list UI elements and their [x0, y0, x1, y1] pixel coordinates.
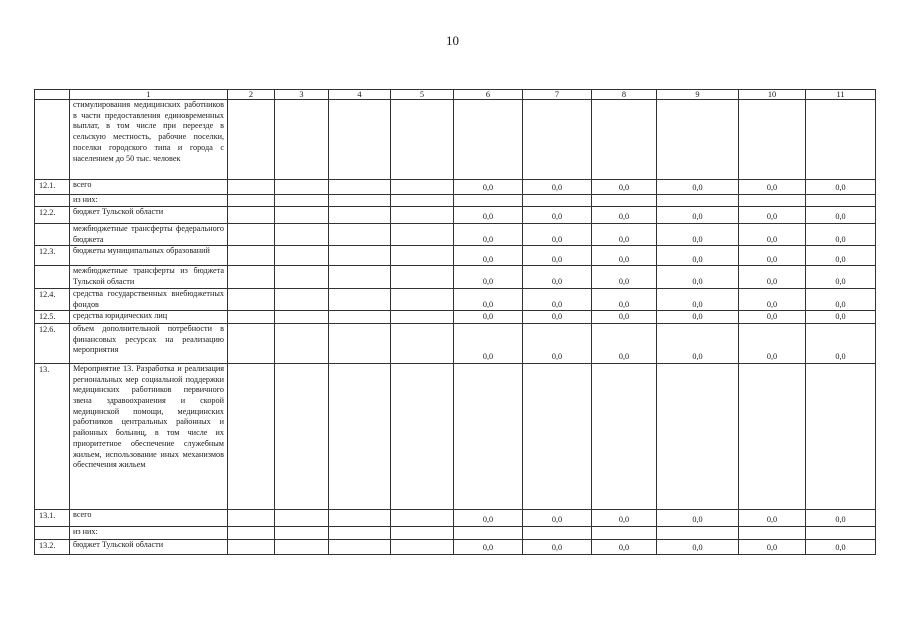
- value-cell-col-7: [523, 100, 592, 180]
- value-cell-col-3: [275, 323, 329, 363]
- row-label: межбюджетные трансферты федерального бюджета: [70, 224, 228, 246]
- value-cell-col-4: [329, 207, 391, 224]
- value-cell-col-11: 0,0: [806, 539, 876, 554]
- value-cell-col-9: 0,0: [657, 311, 739, 324]
- value-cell-col-11: 0,0: [806, 207, 876, 224]
- value-cell-col-11: [806, 363, 876, 509]
- value-cell-col-7: 0,0: [523, 207, 592, 224]
- table-row: [35, 266, 876, 288]
- value-cell-col-3: [275, 195, 329, 207]
- value-cell-col-2: [228, 539, 275, 554]
- column-number-7: 7: [523, 90, 592, 100]
- row-label: из них:: [70, 526, 228, 539]
- table-row: [35, 100, 876, 180]
- budget-table: [34, 89, 876, 555]
- value-cell-col-9: 0,0: [657, 288, 739, 310]
- value-cell-col-3: [275, 224, 329, 246]
- value-cell-col-6: 0,0: [454, 224, 523, 246]
- column-number-2: 2: [228, 90, 275, 100]
- column-number-row: [35, 90, 876, 100]
- value-cell-col-10: 0,0: [739, 207, 806, 224]
- value-cell-col-4: [329, 539, 391, 554]
- value-cell-col-3: [275, 363, 329, 509]
- value-cell-col-2: [228, 363, 275, 509]
- value-cell-col-8: 0,0: [592, 266, 657, 288]
- value-cell-col-10: [739, 195, 806, 207]
- value-cell-col-9: [657, 526, 739, 539]
- row-number: 12.1.: [35, 180, 70, 195]
- value-cell-col-10: [739, 100, 806, 180]
- value-cell-col-4: [329, 526, 391, 539]
- table-row: [35, 224, 876, 246]
- table-row: [35, 509, 876, 526]
- value-cell-col-4: [329, 288, 391, 310]
- row-label: стимулирования медицинских работников в части предоставления единовременных выплат, в том числе при переезде в сельскую местность, рабочие поселки, поселки городского типа и города с населением до 50 тыс. человек: [70, 100, 228, 180]
- value-cell-col-10: 0,0: [739, 509, 806, 526]
- row-label: средства государственных внебюджетных фондов: [70, 288, 228, 310]
- value-cell-col-9: [657, 100, 739, 180]
- value-cell-col-2: [228, 180, 275, 195]
- value-cell-col-10: 0,0: [739, 180, 806, 195]
- value-cell-col-5: [391, 180, 454, 195]
- value-cell-col-6: 0,0: [454, 539, 523, 554]
- value-cell-col-10: 0,0: [739, 288, 806, 310]
- value-cell-col-2: [228, 195, 275, 207]
- value-cell-col-6: [454, 363, 523, 509]
- value-cell-col-9: 0,0: [657, 246, 739, 266]
- table-row: [35, 207, 876, 224]
- row-label: всего: [70, 509, 228, 526]
- value-cell-col-3: [275, 266, 329, 288]
- value-cell-col-2: [228, 288, 275, 310]
- row-label: бюджеты муниципальных образований: [70, 246, 228, 266]
- value-cell-col-8: 0,0: [592, 539, 657, 554]
- value-cell-col-3: [275, 100, 329, 180]
- value-cell-col-10: [739, 363, 806, 509]
- value-cell-col-11: [806, 195, 876, 207]
- value-cell-col-2: [228, 207, 275, 224]
- value-cell-col-11: 0,0: [806, 266, 876, 288]
- value-cell-col-8: 0,0: [592, 246, 657, 266]
- value-cell-col-7: 0,0: [523, 180, 592, 195]
- row-number: 13.: [35, 363, 70, 509]
- value-cell-col-6: 0,0: [454, 288, 523, 310]
- value-cell-col-4: [329, 509, 391, 526]
- value-cell-col-3: [275, 509, 329, 526]
- value-cell-col-5: [391, 539, 454, 554]
- row-label: средства юридических лиц: [70, 311, 228, 324]
- column-number-5: 5: [391, 90, 454, 100]
- value-cell-col-10: 0,0: [739, 323, 806, 363]
- table-row: [35, 311, 876, 324]
- value-cell-col-7: 0,0: [523, 539, 592, 554]
- column-number-11: 11: [806, 90, 876, 100]
- value-cell-col-3: [275, 311, 329, 324]
- value-cell-col-9: 0,0: [657, 323, 739, 363]
- row-number: 12.3.: [35, 246, 70, 266]
- row-label: всего: [70, 180, 228, 195]
- value-cell-col-6: 0,0: [454, 180, 523, 195]
- table-row: [35, 323, 876, 363]
- value-cell-col-7: 0,0: [523, 224, 592, 246]
- value-cell-col-10: [739, 526, 806, 539]
- row-label: из них:: [70, 195, 228, 207]
- value-cell-col-5: [391, 526, 454, 539]
- value-cell-col-5: [391, 509, 454, 526]
- value-cell-col-7: 0,0: [523, 311, 592, 324]
- value-cell-col-11: 0,0: [806, 311, 876, 324]
- value-cell-col-9: 0,0: [657, 224, 739, 246]
- value-cell-col-3: [275, 207, 329, 224]
- value-cell-col-4: [329, 311, 391, 324]
- value-cell-col-7: 0,0: [523, 509, 592, 526]
- value-cell-col-4: [329, 266, 391, 288]
- value-cell-col-5: [391, 207, 454, 224]
- value-cell-col-4: [329, 180, 391, 195]
- value-cell-col-11: [806, 526, 876, 539]
- value-cell-col-4: [329, 100, 391, 180]
- value-cell-col-4: [329, 195, 391, 207]
- value-cell-col-4: [329, 323, 391, 363]
- value-cell-col-11: 0,0: [806, 246, 876, 266]
- column-number-9: 9: [657, 90, 739, 100]
- table-row: [35, 526, 876, 539]
- value-cell-col-9: 0,0: [657, 509, 739, 526]
- table-row: [35, 288, 876, 310]
- value-cell-col-7: [523, 195, 592, 207]
- value-cell-col-7: 0,0: [523, 246, 592, 266]
- value-cell-col-8: 0,0: [592, 509, 657, 526]
- value-cell-col-6: 0,0: [454, 246, 523, 266]
- value-cell-col-9: 0,0: [657, 266, 739, 288]
- value-cell-col-7: 0,0: [523, 288, 592, 310]
- value-cell-col-4: [329, 363, 391, 509]
- value-cell-col-8: 0,0: [592, 207, 657, 224]
- row-number: [35, 526, 70, 539]
- value-cell-col-10: 0,0: [739, 539, 806, 554]
- row-number: 12.4.: [35, 288, 70, 310]
- column-number-4: 4: [329, 90, 391, 100]
- value-cell-col-3: [275, 288, 329, 310]
- table-row: [35, 195, 876, 207]
- value-cell-col-5: [391, 246, 454, 266]
- row-label: объем дополнительной потребности в финансовых ресурсах на реализацию мероприятия: [70, 323, 228, 363]
- value-cell-col-8: 0,0: [592, 288, 657, 310]
- value-cell-col-3: [275, 539, 329, 554]
- value-cell-col-5: [391, 323, 454, 363]
- value-cell-col-8: 0,0: [592, 311, 657, 324]
- row-number: [35, 195, 70, 207]
- row-number: 12.2.: [35, 207, 70, 224]
- table-row: [35, 539, 876, 554]
- row-label: бюджет Тульской области: [70, 539, 228, 554]
- row-label: Мероприятие 13. Разработка и реализация региональных мер социальной поддержки медицинских работников первичного звена здравоохранения и скорой медицинской помощи, медицинских работников центральных районных и районных больниц, в том числе их приоритетное обеспечение служебным жильем, использование иных механизмов обеспечения жильем: [70, 363, 228, 509]
- value-cell-col-6: [454, 526, 523, 539]
- value-cell-col-11: 0,0: [806, 323, 876, 363]
- value-cell-col-6: 0,0: [454, 509, 523, 526]
- value-cell-col-5: [391, 288, 454, 310]
- value-cell-col-2: [228, 323, 275, 363]
- value-cell-col-10: 0,0: [739, 266, 806, 288]
- value-cell-col-8: [592, 100, 657, 180]
- value-cell-col-5: [391, 224, 454, 246]
- value-cell-col-7: 0,0: [523, 266, 592, 288]
- column-number-10: 10: [739, 90, 806, 100]
- row-number: 12.5.: [35, 311, 70, 324]
- value-cell-col-5: [391, 100, 454, 180]
- value-cell-col-6: [454, 100, 523, 180]
- value-cell-col-9: [657, 363, 739, 509]
- value-cell-col-10: 0,0: [739, 311, 806, 324]
- value-cell-col-3: [275, 526, 329, 539]
- value-cell-col-9: 0,0: [657, 539, 739, 554]
- value-cell-col-7: [523, 363, 592, 509]
- value-cell-col-2: [228, 224, 275, 246]
- value-cell-col-11: 0,0: [806, 509, 876, 526]
- value-cell-col-5: [391, 195, 454, 207]
- row-number: [35, 224, 70, 246]
- row-number: 13.2.: [35, 539, 70, 554]
- value-cell-col-2: [228, 266, 275, 288]
- value-cell-col-5: [391, 311, 454, 324]
- value-cell-col-4: [329, 224, 391, 246]
- value-cell-col-2: [228, 246, 275, 266]
- table-row: [35, 363, 876, 509]
- table-row: [35, 180, 876, 195]
- row-number: [35, 100, 70, 180]
- row-number: 12.6.: [35, 323, 70, 363]
- column-number-3: 3: [275, 90, 329, 100]
- value-cell-col-9: 0,0: [657, 207, 739, 224]
- value-cell-col-3: [275, 180, 329, 195]
- value-cell-col-10: 0,0: [739, 224, 806, 246]
- row-label: межбюджетные трансферты из бюджета Тульской области: [70, 266, 228, 288]
- page-number: 10: [446, 33, 459, 48]
- value-cell-col-9: [657, 195, 739, 207]
- value-cell-col-2: [228, 100, 275, 180]
- value-cell-col-11: 0,0: [806, 224, 876, 246]
- value-cell-col-11: 0,0: [806, 180, 876, 195]
- row-label: бюджет Тульской области: [70, 207, 228, 224]
- value-cell-col-11: [806, 100, 876, 180]
- value-cell-col-7: 0,0: [523, 323, 592, 363]
- value-cell-col-6: 0,0: [454, 311, 523, 324]
- value-cell-col-3: [275, 246, 329, 266]
- value-cell-col-5: [391, 363, 454, 509]
- value-cell-col-8: [592, 526, 657, 539]
- value-cell-col-8: [592, 363, 657, 509]
- row-number: 13.1.: [35, 509, 70, 526]
- value-cell-col-8: 0,0: [592, 224, 657, 246]
- column-number-8: 8: [592, 90, 657, 100]
- value-cell-col-2: [228, 509, 275, 526]
- value-cell-col-6: 0,0: [454, 323, 523, 363]
- value-cell-col-8: 0,0: [592, 180, 657, 195]
- row-number: [35, 266, 70, 288]
- table-row: [35, 246, 876, 266]
- value-cell-col-5: [391, 266, 454, 288]
- value-cell-col-8: [592, 195, 657, 207]
- value-cell-col-11: 0,0: [806, 288, 876, 310]
- value-cell-col-2: [228, 526, 275, 539]
- value-cell-col-9: 0,0: [657, 180, 739, 195]
- value-cell-col-7: [523, 526, 592, 539]
- value-cell-col-10: 0,0: [739, 246, 806, 266]
- value-cell-col-6: 0,0: [454, 207, 523, 224]
- value-cell-col-6: 0,0: [454, 266, 523, 288]
- value-cell-col-4: [329, 246, 391, 266]
- value-cell-col-8: 0,0: [592, 323, 657, 363]
- value-cell-col-2: [228, 311, 275, 324]
- value-cell-col-6: [454, 195, 523, 207]
- header-cell-blank: [35, 90, 70, 100]
- column-number-1: 1: [70, 90, 228, 100]
- column-number-6: 6: [454, 90, 523, 100]
